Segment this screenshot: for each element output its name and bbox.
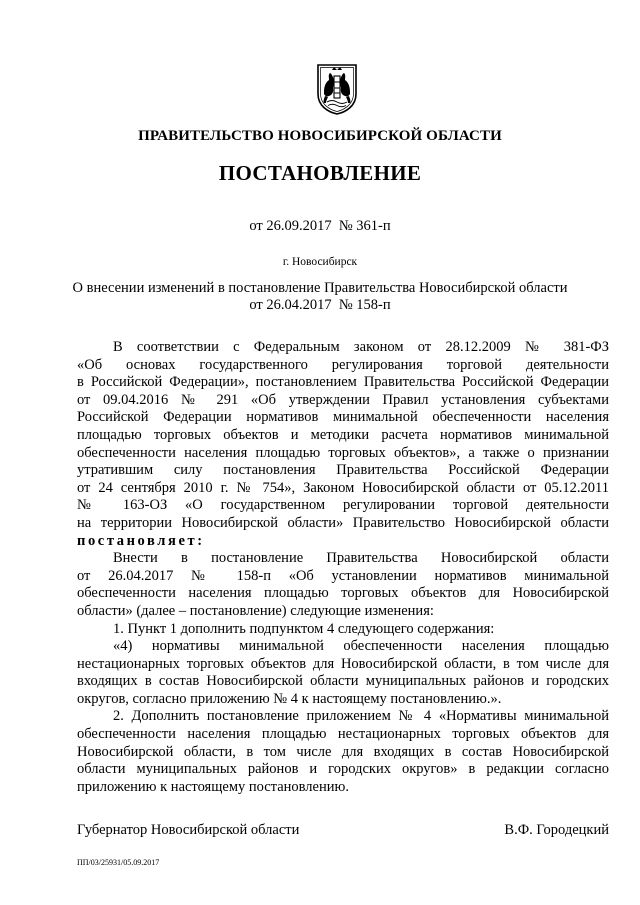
body-line: площадью торговых объектов и методики расчета нормативов минимальной xyxy=(77,426,609,443)
signature-name: В.Ф. Городецкий xyxy=(504,822,609,838)
body-line: входящих в состав Новосибирской области муниципальных районов и городских xyxy=(77,673,609,690)
resolves-word: постановляет: xyxy=(77,532,205,549)
document-footer-code: ПП/03/25931/05.09.2017 xyxy=(77,858,160,867)
document-type-title: ПОСТАНОВЛЕНИЕ xyxy=(218,161,422,185)
body-line: от 09.04.2016 № 291 «Об утверждении Правил установления субъектами xyxy=(77,391,609,408)
body-line: В соответствии с Федеральным законом от 28.12.2009 № 381-ФЗ xyxy=(113,339,609,355)
body-line: Новосибирской области, в том числе для входящих в состав Новосибирской xyxy=(77,743,609,760)
resolves-line xyxy=(77,533,609,551)
body-line: Российской Федерации нормативов минимальной обеспеченности населения xyxy=(77,409,609,426)
body-line: области муниципальных районов и городских округов» в редакции согласно xyxy=(77,761,609,778)
body-line: № 163-ОЗ «О государственном регулировании торговой деятельности xyxy=(77,497,609,514)
document-city: г. Новосибирск xyxy=(282,256,358,268)
body-line: утратившим силу постановления Правительства Российской Федерации xyxy=(77,462,609,479)
body-line: обеспеченности населения площадью нестационарных торговых объектов для xyxy=(77,726,609,743)
body-line: «4) нормативы минимальной обеспеченности населения площадью xyxy=(113,638,609,655)
body-line: нестационарных торговых объектов для Новосибирской области, в том числе для xyxy=(77,655,609,672)
body-line: от 24 сентября 2010 г. № 754», Законом Новосибирской области от 05.12.2011 xyxy=(77,479,609,496)
body-line: обеспеченности населения площадью торговых объектов», а также о признании xyxy=(77,444,609,461)
body-line: на территории Новосибирской области» Правительство Новосибирской области xyxy=(77,514,609,531)
body-line: округов, согласно приложению № 4 к настоящему постановлению.». xyxy=(77,690,502,707)
body-line: Внести в постановление Правительства Новосибирской области xyxy=(113,550,609,567)
document-date-number: от 26.09.2017 № 361-п xyxy=(249,218,391,234)
body-line: обеспеченности населения площадью торговых объектов для Новосибирской xyxy=(77,585,609,602)
body-line: в Российской Федерации», постановлением Правительства Российской Федерации xyxy=(77,374,609,391)
body-line: 1. Пункт 1 дополнить подпунктом 4 следующего содержания: xyxy=(113,620,495,637)
body-line: приложению к настоящему постановлению. xyxy=(77,778,349,795)
document-subject-line-2: от 26.04.2017 № 158-п xyxy=(249,297,391,313)
body-line: области» (далее – постановление) следующие изменения: xyxy=(77,602,434,619)
body-line: 2. Дополнить постановление приложением № 4 «Нормативы минимальной xyxy=(113,708,609,725)
document-body xyxy=(77,339,609,796)
organization-title: ПРАВИТЕЛЬСТВО НОВОСИБИРСКОЙ ОБЛАСТИ xyxy=(138,128,502,144)
body-line: от 26.04.2017 № 158-п «Об установлении нормативов минимальной xyxy=(77,567,609,584)
signature-position: Губернатор Новосибирской области xyxy=(77,822,300,838)
document-subject-line-1: О внесении изменений в постановление Правительства Новосибирской области xyxy=(72,280,568,296)
coat-of-arms-icon xyxy=(315,62,359,116)
body-line: «Об основах государственного регулирования торговой деятельности xyxy=(77,356,609,373)
